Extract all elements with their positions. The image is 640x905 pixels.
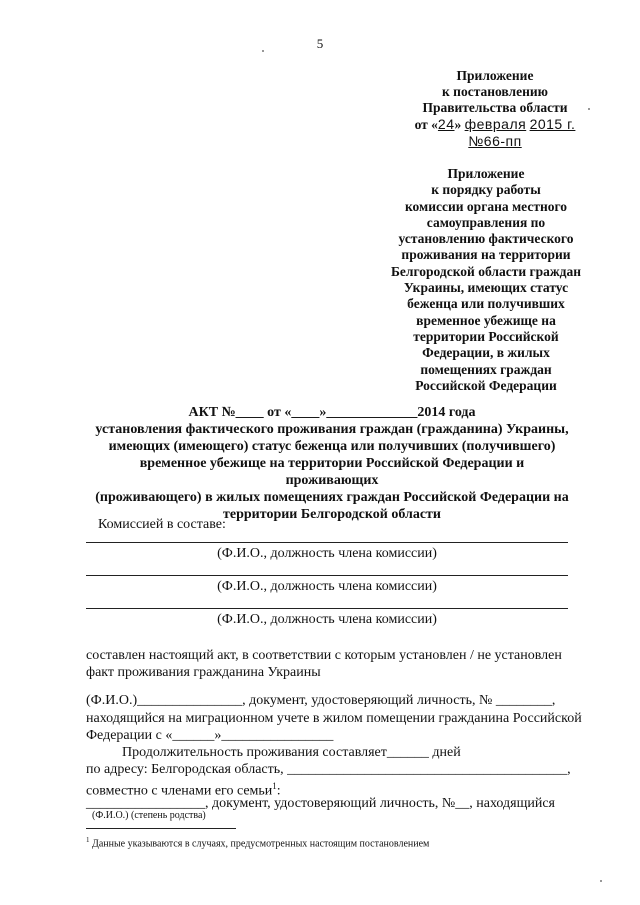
footnote-ref: 1 — [272, 781, 277, 791]
kinship-caption: (Ф.И.О.) (степень родства) — [92, 810, 206, 821]
appendix2-line: Белгородской области граждан — [390, 263, 582, 279]
appendix2-line: комиссии органа местного — [404, 198, 568, 214]
appendix2-line: к порядку работы — [431, 182, 541, 198]
footnote-separator — [86, 828, 236, 829]
appendix2-line: проживания на территории — [401, 247, 571, 263]
date-prefix: от « — [414, 117, 438, 132]
appendix-number: №66-пп — [468, 133, 522, 149]
act-subtitle-line: территории Белгородской области — [223, 507, 441, 522]
member-line-2[interactable] — [86, 575, 568, 576]
appendix2-line: беженца или получивших — [407, 296, 565, 312]
appendix-resolution-block — [395, 68, 595, 150]
act-statement-line-1: составлен настоящий акт, в соответствии с которым установлен / не установлен — [86, 648, 562, 663]
date-year: 2015 г. — [529, 116, 576, 132]
appendix-procedure-block — [375, 166, 597, 394]
scan-speck — [262, 50, 264, 52]
appendix2-line: Приложение — [447, 166, 525, 181]
page-number: 5 — [316, 36, 324, 51]
appendix2-line: Федерации, в жилых — [422, 345, 550, 361]
act-subtitle-line: установления фактического проживания граждан (гражданина) Украины, — [95, 422, 569, 437]
date-quote: » — [454, 117, 462, 132]
family-members-line: совместно с членами его семьи$^1$: — [86, 781, 281, 799]
registration-date-line: Федерации с «______»________________ — [86, 728, 334, 743]
date-day: 24 — [437, 116, 455, 132]
scan-speck — [588, 108, 590, 110]
appendix2-line: территории Российской — [413, 328, 559, 344]
member-line-1[interactable] — [86, 542, 568, 543]
member-caption-3: (Ф.И.О., должность члена комиссии) — [217, 612, 437, 627]
appendix-date — [395, 116, 595, 133]
appendix-title: Приложение — [456, 68, 534, 83]
act-statement-line-2: факт проживания гражданина Украины — [86, 665, 321, 680]
act-heading: АКТ №____ от «____»_____________2014 года — [188, 405, 476, 420]
commission-label: Комиссией в составе: — [98, 517, 226, 532]
member-line-3[interactable] — [86, 608, 568, 609]
footnote-mark: 1 — [86, 836, 90, 844]
appendix-to-resolution: к постановлению — [442, 84, 548, 99]
family-member-document-line: _________________, документ, удостоверяющий личность, №__, находящийся — [86, 796, 555, 811]
act-subtitle-line: имеющих (имеющего) статус беженца или получивших (получившего) — [108, 439, 556, 454]
appendix2-line: Российской Федерации — [415, 377, 557, 393]
footnote — [86, 836, 429, 849]
member-caption-2: (Ф.И.О., должность члена комиссии) — [217, 579, 437, 594]
appendix2-line: Украины, имеющих статус — [403, 280, 569, 296]
appendix2-line: временное убежище на — [416, 312, 556, 328]
date-month: февраля — [464, 116, 527, 132]
appendix2-line: самоуправления по — [426, 214, 546, 230]
residence-duration-line: Продолжительность проживания составляет______ дней — [122, 745, 461, 760]
act-subtitle-line: временное убежище на территории Российской Федерации и проживающих — [139, 456, 525, 488]
appendix2-line: установлению фактического — [398, 231, 574, 247]
footnote-text: Данные указываются в случаях, предусмотренных настоящим постановлением — [92, 838, 430, 850]
appendix-government: Правительства области — [422, 100, 568, 115]
member-caption-1: (Ф.И.О., должность члена комиссии) — [217, 546, 437, 561]
address-line: по адресу: Белгородская область, ________________________________________, — [86, 762, 571, 777]
appendix2-line: помещениях граждан — [420, 361, 552, 377]
citizen-document-line: (Ф.И.О.)_______________, документ, удостоверяющий личность, № ________, — [86, 693, 556, 708]
scan-speck — [600, 880, 602, 882]
act-subtitle-line: (проживающего) в жилых помещениях граждан Российской Федерации на — [95, 490, 569, 505]
act-title-block — [92, 404, 572, 523]
migration-registration-line: находящийся на миграционном учете в жилом помещении гражданина Российской — [86, 711, 582, 726]
